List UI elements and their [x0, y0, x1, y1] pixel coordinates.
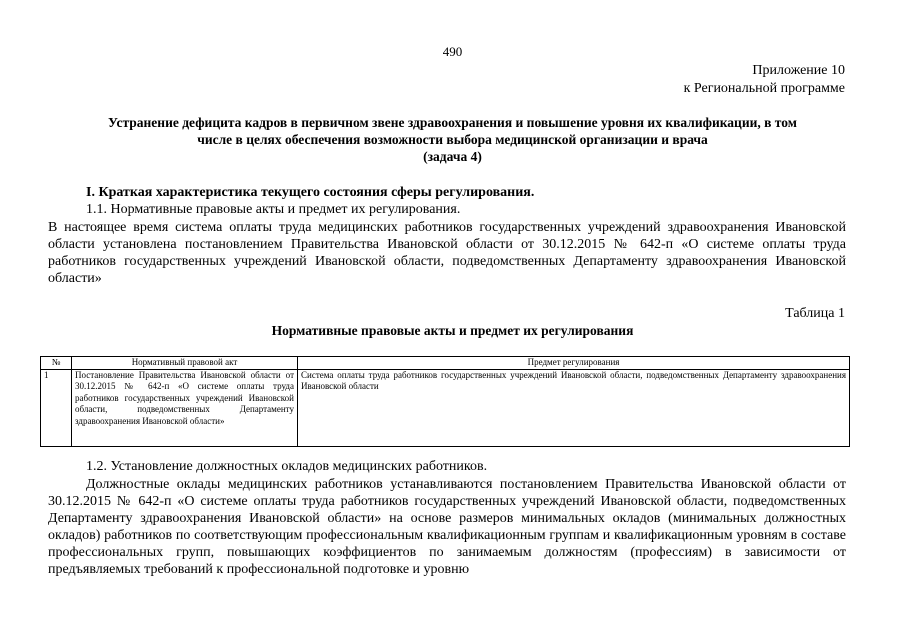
table-header-row	[41, 357, 850, 370]
table-row	[41, 369, 850, 446]
title-line-1: Устранение дефицита кадров в первичном звене здравоохранения и повышение уровня их квалификации, в том	[108, 115, 797, 130]
title-line-2: числе в целях обеспечения возможности выбора медицинской организации и врача	[197, 132, 708, 147]
regulation-table	[40, 356, 850, 447]
cell-subject: Система оплаты труда работников государственных учреждений Ивановской области, подведомственных Департаменту здравоохранения Ивановской области	[298, 369, 850, 446]
subsection-heading-1-2: 1.2. Установление должностных окладов медицинских работников.	[86, 459, 488, 474]
cell-act: Постановление Правительства Ивановской области от 30.12.2015 № 642-п «О системе оплаты труда работников государственных учреждений Ивановской области, подведомственных Департаменту здравоохранения Ивановской области»	[72, 369, 298, 446]
section-heading: I. Краткая характеристика текущего состояния сферы регулирования.	[86, 185, 535, 200]
document-title	[40, 114, 865, 165]
appendix-line-2: к Региональной программе	[683, 81, 845, 96]
subsection-heading-1-1: 1.1. Нормативные правовые акты и предмет их регулирования.	[86, 202, 461, 217]
title-line-3: (задача 4)	[423, 149, 482, 164]
table-caption: Таблица 1	[785, 306, 845, 321]
appendix-line-1: Приложение 10	[752, 63, 845, 78]
header-act: Нормативный правовой акт	[72, 357, 298, 370]
paragraph-1-1: В настоящее время система оплаты труда медицинских работников государственных учреждений здравоохранения Ивановской области установлена постановлением Правительства Ивановской области от 30.12.2015 № 642-п «О системе оплаты труда работников государственных учреждений Ивановской области, подведомственных Департаменту здравоохранения Ивановской области»	[48, 220, 846, 286]
page-number: 490	[442, 44, 463, 59]
header-number: №	[41, 357, 72, 370]
paragraph-1-2: Должностные оклады медицинских работников устанавливаются постановлением Правительства Ивановской области от 30.12.2015 № 642-п «О системе оплаты труда работников государственных учреждений Ивановской области, подведомственных Департаменту здравоохранения Ивановской области» на основе размеров минимальных окладов (минимальных должностных окладов) работников по соответствующим профессиональным квалификационным группам и квалификационным уровням в составе профессиональных групп, повышающих коэффициентов по занимаемым должностям (профессиям) в зависимости от предъявляемых требований к профессиональной подготовке и уровню	[48, 477, 846, 577]
cell-number: 1	[41, 369, 72, 446]
appendix-label	[684, 62, 845, 98]
header-subject: Предмет регулирования	[298, 357, 850, 370]
table-title: Нормативные правовые акты и предмет их регулирования	[271, 323, 634, 338]
